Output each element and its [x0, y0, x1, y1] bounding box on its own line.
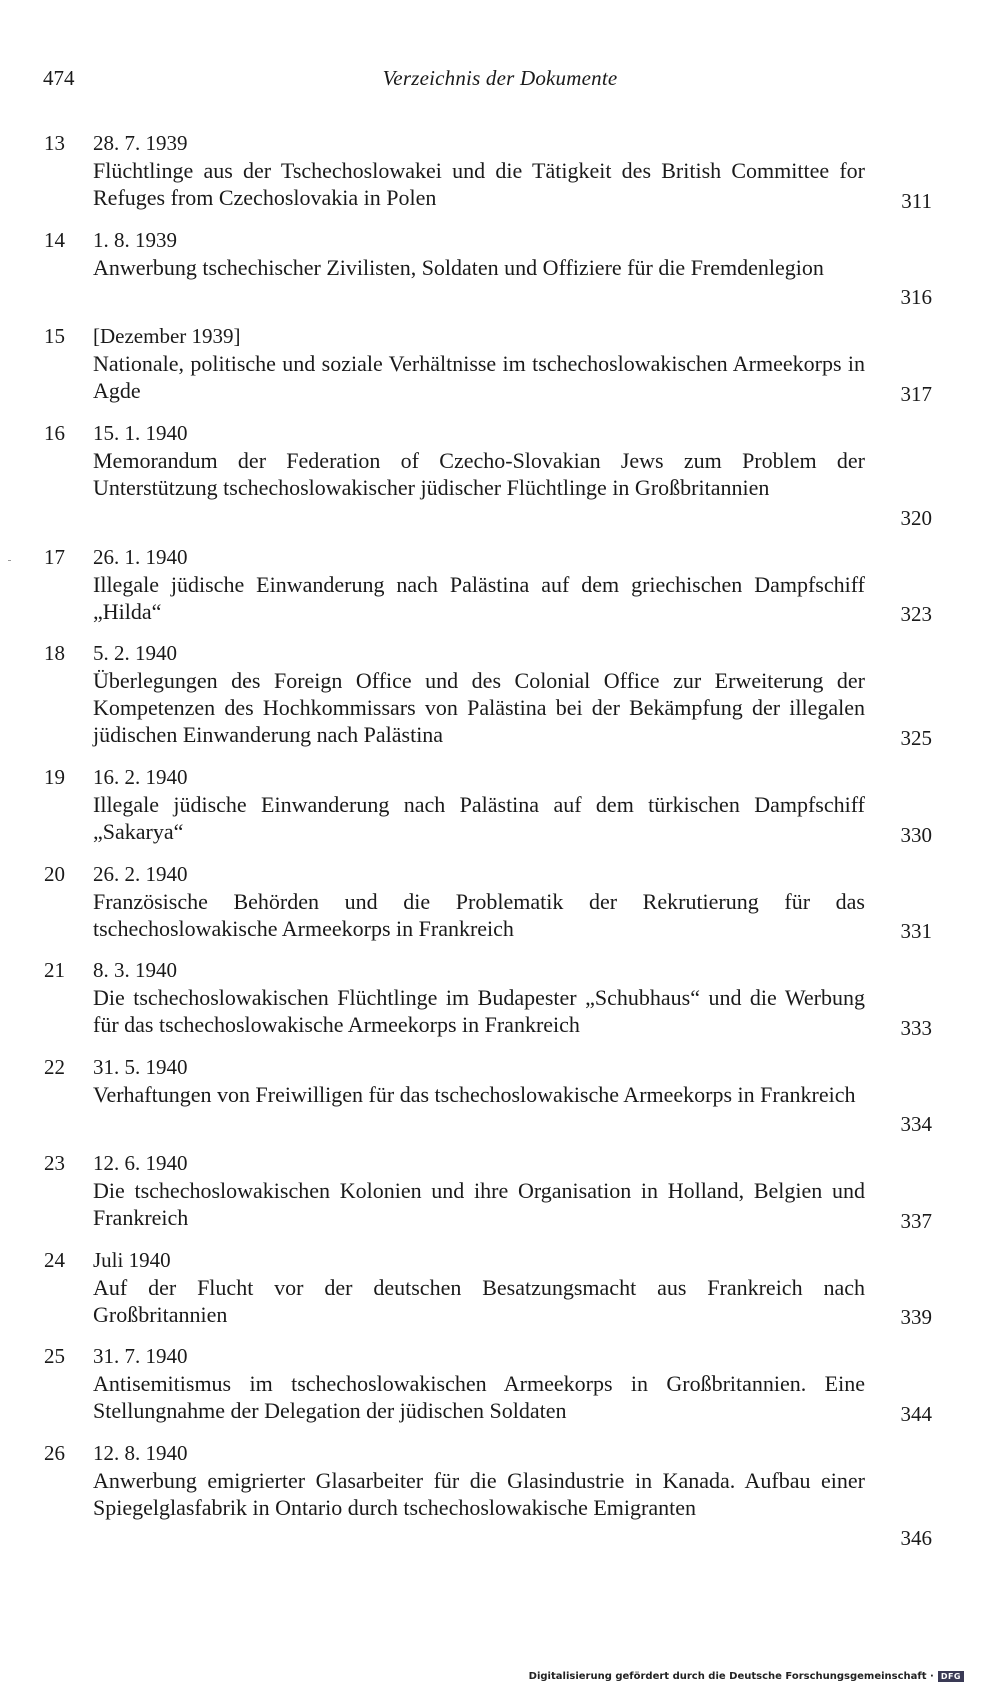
entry-title: Auf der Flucht vor der deutschen Besatzungsmacht aus Frankreich nach Großbritannien — [93, 1274, 865, 1327]
entry-number: 18 — [44, 641, 65, 665]
entry-body — [93, 1440, 865, 1521]
page-number: 474 — [43, 66, 75, 90]
entry-title: Anwerbung emigrierter Glasarbeiter für die Glasindustrie in Kanada. Aufbau einer Spiegelglasfabrik in Ontario durch tschechoslowakische Emigranten — [93, 1467, 865, 1520]
document-entry-14 — [0, 227, 1000, 324]
entry-number: 24 — [44, 1247, 65, 1272]
entry-date: 12. 8. 1940 — [93, 1440, 188, 1465]
entry-page-number: 334 — [900, 1112, 932, 1136]
entry-body — [93, 861, 865, 942]
entry-page-number: 346 — [900, 1525, 932, 1550]
entry-page-number: 339 — [900, 1305, 932, 1329]
entry-date: 31. 7. 1940 — [93, 1344, 188, 1368]
entry-page-number: 311 — [901, 188, 932, 213]
entry-title: Memorandum der Federation of Czecho-Slovakian Jews zum Problem der Unterstützung tschechoslowakischer jüdischer Flüchtlinge in Großbritannien — [93, 447, 865, 500]
entry-body — [93, 323, 865, 404]
entry-page-number: 323 — [900, 602, 932, 626]
document-entry-23 — [0, 1150, 1000, 1247]
running-head: Verzeichnis der Dokumente — [382, 66, 618, 90]
entry-number: 23 — [44, 1151, 65, 1175]
entry-page-number: 316 — [900, 285, 932, 309]
entry-title: Die tschechoslowakischen Kolonien und ihre Organisation in Holland, Belgien und Frankreich — [93, 1178, 865, 1230]
entry-date: [Dezember 1939] — [93, 324, 241, 348]
entry-page-number: 333 — [900, 1015, 932, 1040]
document-entry-13 — [0, 130, 1000, 227]
entry-title: Überlegungen des Foreign Office und des Colonial Office zur Erweiterung der Kompetenzen des Hochkommissars von Palästina bei der Bekämpfung der illegalen jüdischen Einwanderung nach Palästina — [93, 668, 865, 747]
entry-body — [93, 544, 865, 625]
entry-page-number: 337 — [900, 1208, 932, 1233]
entry-body — [93, 1343, 865, 1424]
entry-body — [93, 420, 865, 501]
entry-date: 28. 7. 1939 — [93, 131, 188, 155]
entry-title: Anwerbung tschechischer Zivilisten, Soldaten und Offiziere für die Fremdenlegion — [93, 254, 824, 280]
entry-page-number: 320 — [900, 505, 932, 530]
entry-number: 13 — [44, 131, 65, 155]
entry-body — [93, 764, 865, 845]
entry-page-number: 330 — [900, 822, 932, 847]
entry-page-number: 325 — [900, 726, 932, 750]
entry-number: 20 — [44, 861, 65, 886]
entry-number: 15 — [44, 324, 65, 348]
entry-body — [93, 1054, 865, 1108]
entry-date: 8. 3. 1940 — [93, 958, 177, 982]
entry-title: Illegale jüdische Einwanderung nach Palästina auf dem türkischen Dampfschiff „Sakarya“ — [93, 792, 865, 844]
entry-body — [93, 227, 865, 281]
entry-body — [93, 640, 865, 748]
entry-date: Juli 1940 — [93, 1247, 171, 1272]
entry-page-number: 317 — [900, 381, 932, 406]
document-entry-16 — [0, 420, 1000, 544]
entry-date: 15. 1. 1940 — [93, 420, 188, 445]
document-entry-24 — [0, 1247, 1000, 1344]
document-entry-15 — [0, 323, 1000, 420]
document-list — [0, 130, 1000, 1564]
entry-body — [93, 130, 865, 211]
entry-number: 16 — [44, 420, 65, 445]
entry-page-number: 331 — [900, 919, 932, 943]
dfg-logo-icon: DFG — [938, 1671, 964, 1682]
entry-date: 31. 5. 1940 — [93, 1054, 188, 1079]
entry-title: Französische Behörden und die Problematik der Rekrutierung für das tschechoslowakische Armeekorps in Frankreich — [93, 888, 865, 941]
document-entry-22 — [0, 1054, 1000, 1151]
entry-number: 14 — [44, 227, 65, 252]
entry-date: 16. 2. 1940 — [93, 765, 188, 789]
entry-number: 21 — [44, 958, 65, 982]
document-entry-25 — [0, 1343, 1000, 1440]
entry-title: Verhaftungen von Freiwilligen für das tschechoslowakische Armeekorps in Frankreich — [93, 1081, 856, 1107]
digitization-credit — [529, 1671, 964, 1682]
entry-page-number: 344 — [900, 1401, 932, 1426]
entry-number: 22 — [44, 1054, 65, 1079]
entry-date: 5. 2. 1940 — [93, 641, 177, 665]
entry-date: 26. 1. 1940 — [93, 544, 188, 569]
document-entry-26 — [0, 1440, 1000, 1564]
entry-number: 17 — [44, 544, 65, 569]
document-entry-17 — [0, 544, 1000, 641]
document-entry-19 — [0, 764, 1000, 861]
entry-date: 26. 2. 1940 — [93, 861, 188, 886]
entry-number: 19 — [44, 765, 65, 789]
entry-date: 12. 6. 1940 — [93, 1151, 188, 1175]
entry-body — [93, 1150, 865, 1231]
entry-date: 1. 8. 1939 — [93, 227, 177, 252]
document-entry-18 — [0, 640, 1000, 764]
credit-text: Digitalisierung gefördert durch die Deutsche Forschungsgemeinschaft · — [528, 1671, 934, 1682]
entry-title: Illegale jüdische Einwanderung nach Palästina auf dem griechischen Dampfschiff „Hilda“ — [93, 571, 865, 624]
document-entry-20 — [0, 861, 1000, 958]
entry-body — [93, 1247, 865, 1328]
entry-body — [93, 957, 865, 1038]
entry-number: 26 — [44, 1440, 65, 1465]
entry-title: Die tschechoslowakischen Flüchtlinge im Budapester „Schubhaus“ und die Werbung für das tschechoslowakische Armeekorps in Frankreich — [93, 985, 865, 1037]
entry-number: 25 — [44, 1344, 65, 1368]
document-entry-21 — [0, 957, 1000, 1054]
entry-title: Flüchtlinge aus der Tschechoslowakei und die Tätigkeit des British Committee for Refuges from Czechoslovakia in Polen — [93, 158, 865, 210]
entry-title: Antisemitismus im tschechoslowakischen Armeekorps in Großbritannien. Eine Stellungnahme der Delegation der jüdischen Soldaten — [93, 1371, 865, 1423]
entry-title: Nationale, politische und soziale Verhältnisse im tschechoslowakischen Armeekorps in Agde — [93, 351, 865, 403]
